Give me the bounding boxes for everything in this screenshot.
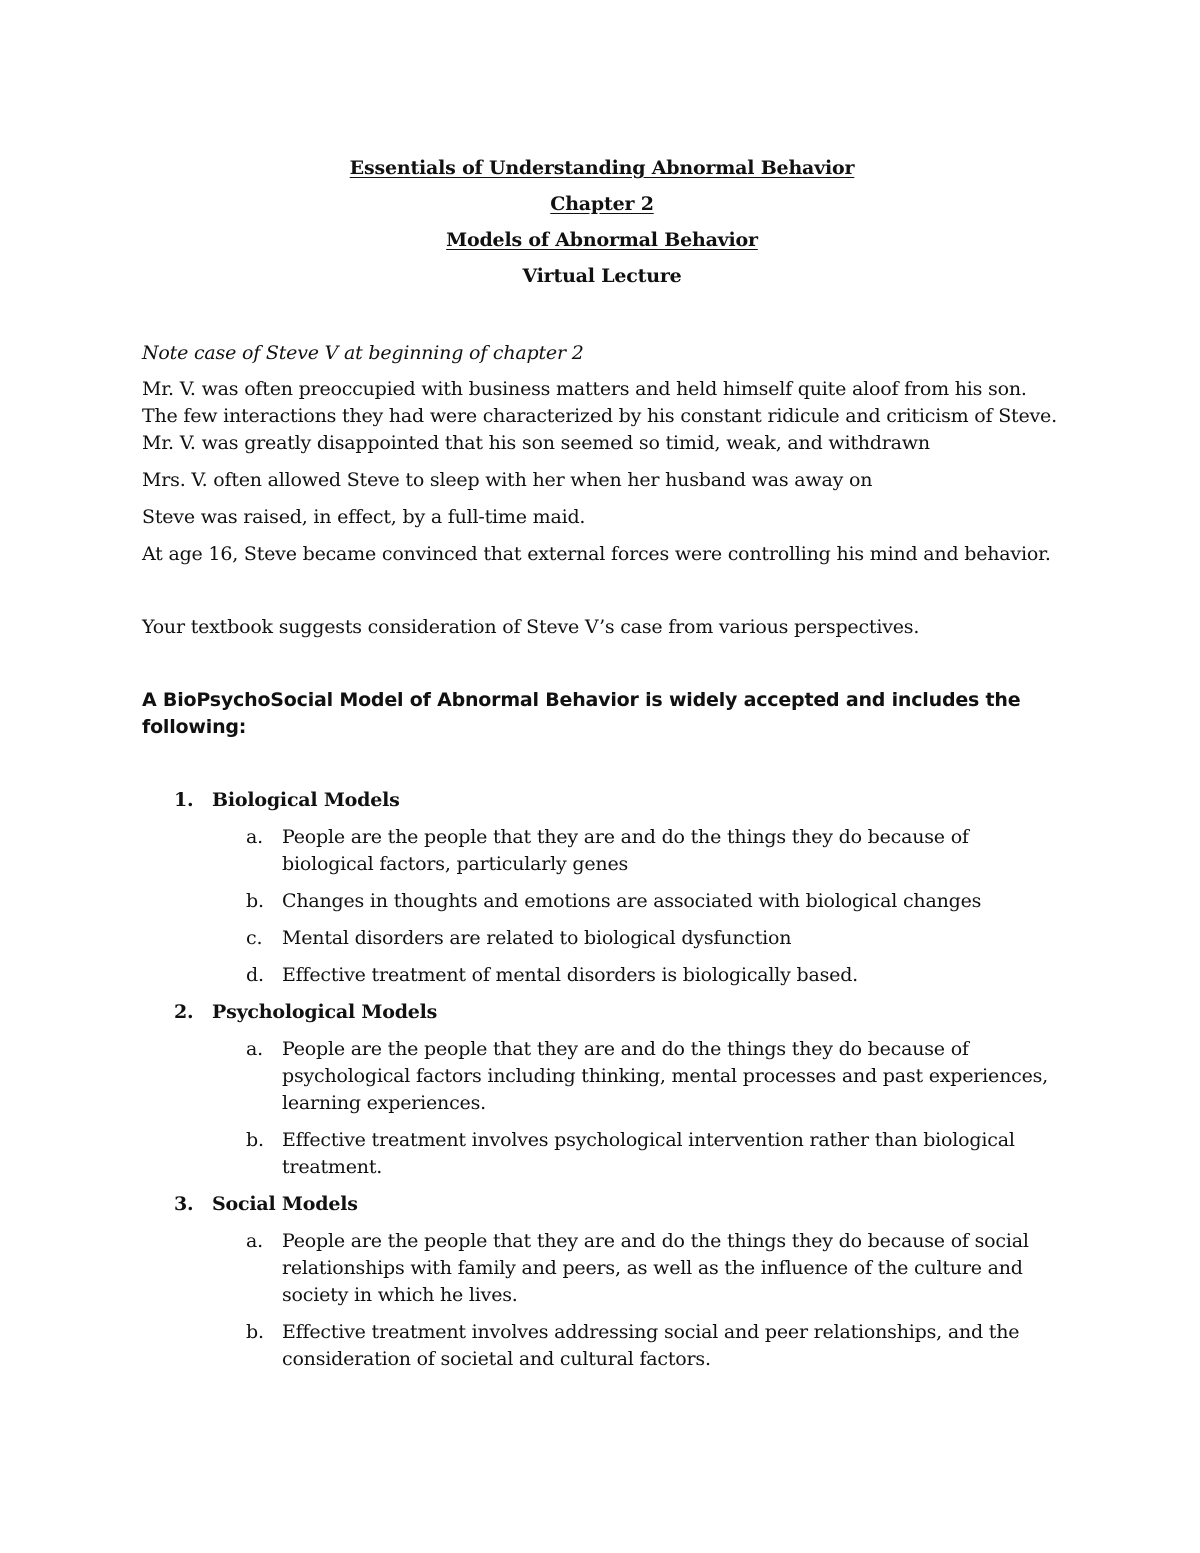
model-item: [142, 999, 1062, 1181]
chapter-title: Chapter 2: [550, 193, 654, 215]
lecture-subtitle: Virtual Lecture: [522, 265, 682, 287]
book-title: Essentials of Understanding Abnormal Behavior: [349, 157, 855, 179]
case-paragraph: Steve was raised, in effect, by a full-time maid.: [142, 506, 586, 528]
point-text: Changes in thoughts and emotions are associated with biological changes: [282, 890, 982, 912]
point-text: Effective treatment involves psychological intervention rather than biological treatment.: [282, 1129, 1015, 1178]
model-item: [142, 1191, 1062, 1373]
model-item: [142, 787, 1062, 989]
model-points: [212, 824, 1062, 989]
model-points: [212, 1228, 1062, 1373]
point-text: Effective treatment involves addressing social and peer relationships, and the consideration of societal and cultural factors.: [282, 1321, 1020, 1370]
point-text: People are the people that they are and do the things they do because of psychological factors including thinking, mental processes and past experiences, learning experiences.: [282, 1038, 1048, 1114]
point-letter: b.: [246, 1321, 264, 1343]
point-letter: a.: [246, 1038, 263, 1060]
case-paragraph: Mr. V. was often preoccupied with business matters and held himself quite aloof from his son. The few interactions they had were characterized by his constant ridicule and criticism of Steve. Mr. V. was greatly disappointed that his son seemed so timid, weak, and withdrawn: [142, 378, 1057, 454]
model-point: [212, 888, 1062, 915]
model-number: 1.: [174, 789, 194, 811]
model-points: [212, 1036, 1062, 1181]
point-text: People are the people that they are and do the things they do because of social relationships with family and peers, as well as the influence of the culture and society in which he lives.: [282, 1230, 1029, 1306]
case-note: Note case of Steve V at beginning of chapter 2: [142, 342, 584, 364]
model-point: [212, 1319, 1062, 1373]
model-title: Social Models: [212, 1193, 358, 1215]
model-heading: A BioPsychoSocial Model of Abnormal Behavior is widely accepted and includes the following:: [142, 689, 1021, 738]
point-letter: d.: [246, 964, 264, 986]
models-list: [142, 787, 1062, 1373]
suggestion-text: Your textbook suggests consideration of Steve V’s case from various perspectives.: [142, 616, 920, 638]
point-letter: a.: [246, 826, 263, 848]
point-text: People are the people that they are and do the things they do because of biological factors, particularly genes: [282, 826, 969, 875]
model-point: [212, 1127, 1062, 1181]
model-title: Psychological Models: [212, 1001, 438, 1023]
model-point: [212, 824, 1062, 878]
point-letter: b.: [246, 1129, 264, 1151]
model-point: [212, 1228, 1062, 1309]
point-letter: b.: [246, 890, 264, 912]
document-body: [142, 150, 1062, 1383]
model-point: [212, 962, 1062, 989]
case-paragraph: Mrs. V. often allowed Steve to sleep with her when her husband was away on: [142, 469, 873, 491]
model-title: Biological Models: [212, 789, 400, 811]
model-number: 2.: [174, 1001, 194, 1023]
model-point: [212, 925, 1062, 952]
point-text: Effective treatment of mental disorders is biologically based.: [282, 964, 859, 986]
point-letter: c.: [246, 927, 263, 949]
case-paragraph: At age 16, Steve became convinced that external forces were controlling his mind and behavior.: [142, 543, 1051, 565]
title-block: [142, 150, 1062, 294]
topic-title: Models of Abnormal Behavior: [446, 229, 758, 251]
point-text: Mental disorders are related to biological dysfunction: [282, 927, 792, 949]
model-point: [212, 1036, 1062, 1117]
point-letter: a.: [246, 1230, 263, 1252]
model-number: 3.: [174, 1193, 194, 1215]
